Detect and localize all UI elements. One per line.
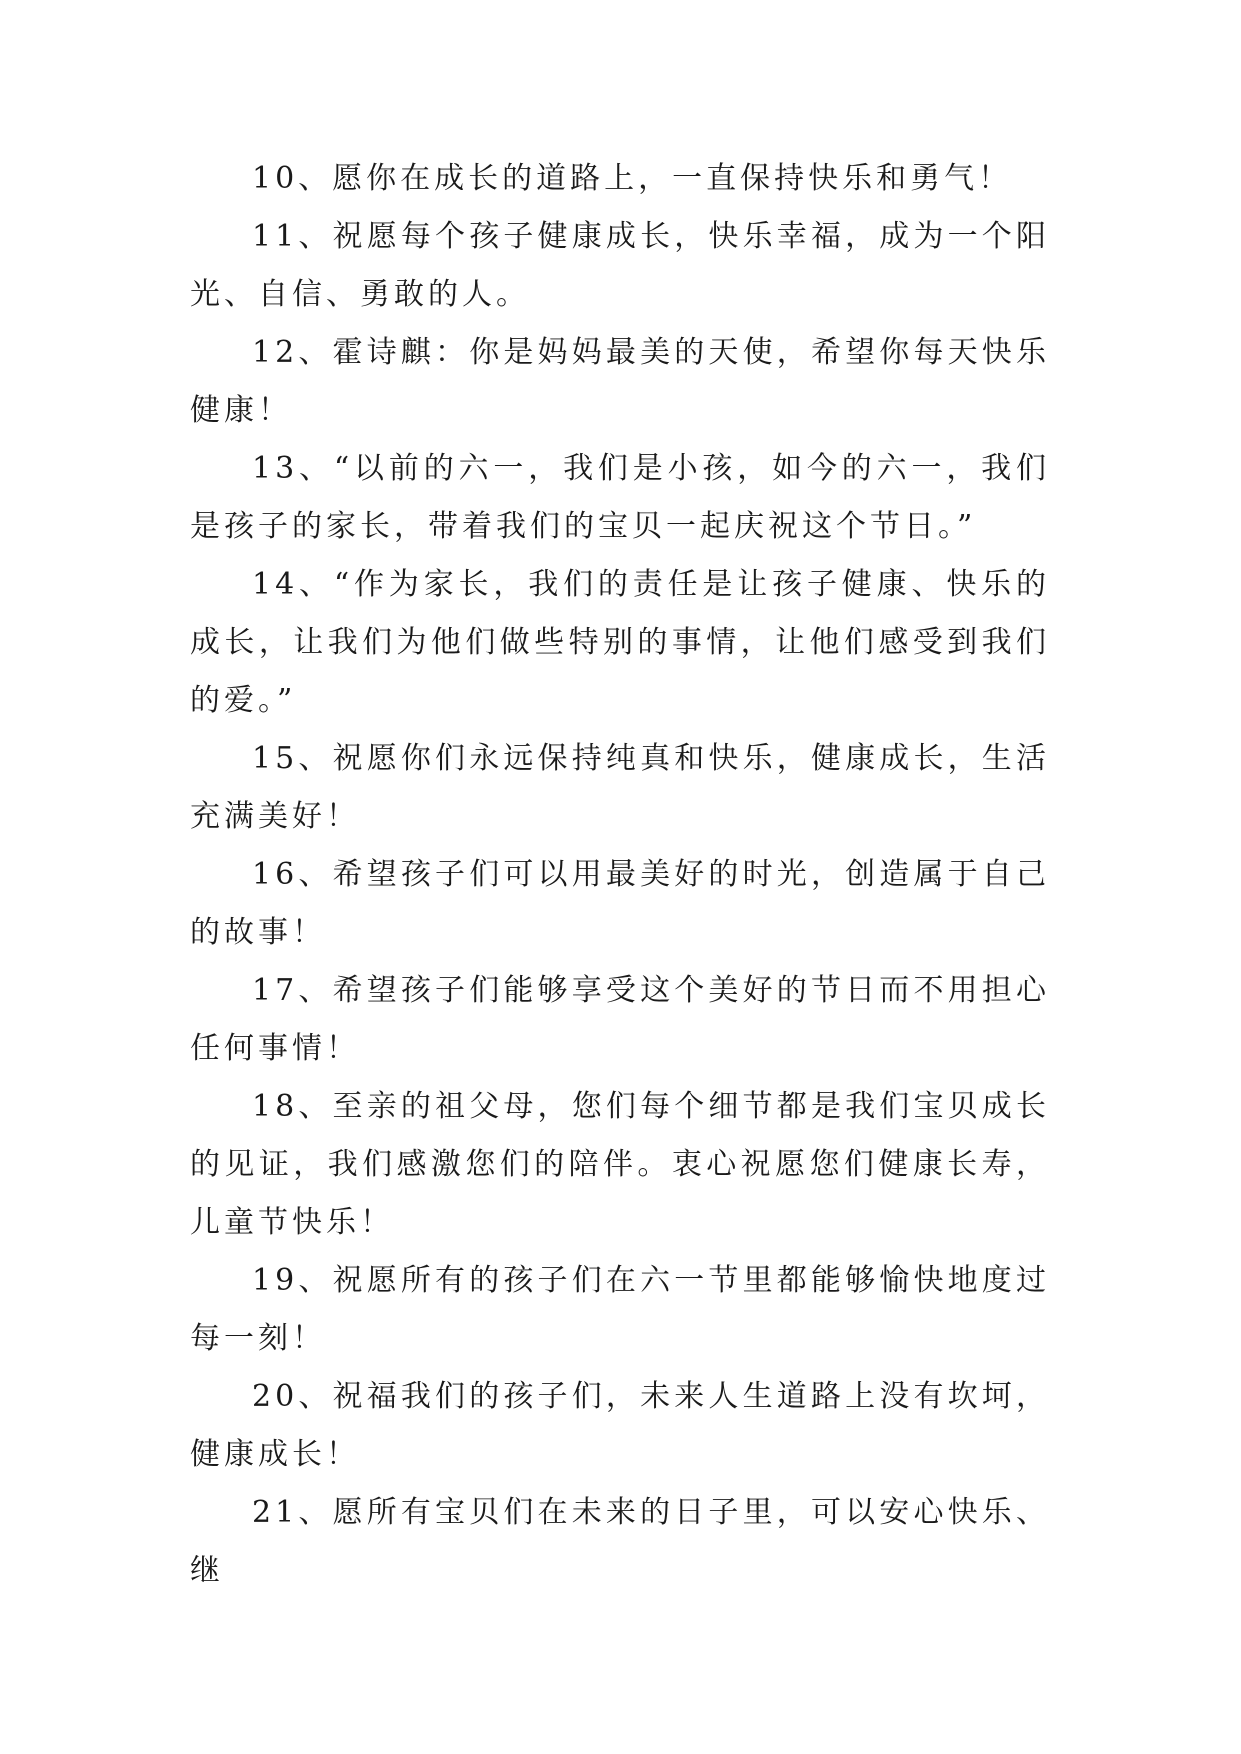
paragraph-21: 21、愿所有宝贝们在未来的日子里，可以安心快乐、继 xyxy=(190,1495,1050,1588)
paragraph-10: 10、愿你在成长的道路上，一直保持快乐和勇气！ xyxy=(252,161,1013,196)
paragraph-15: 15、祝愿你们永远保持纯真和快乐，健康成长，生活充满美好！ xyxy=(190,741,1050,834)
paragraph-18: 18、至亲的祖父母，您们每个细节都是我们宝贝成长的见证，我们感激您们的陪伴。衷心祝愿您们健康长寿，儿童节快乐！ xyxy=(190,1089,1050,1240)
paragraph-13: 13、“以前的六一，我们是小孩，如今的六一，我们是孩子的家长，带着我们的宝贝一起庆祝这个节日。” xyxy=(190,451,1050,544)
document-page xyxy=(190,150,1050,1600)
paragraph-14: 14、“作为家长，我们的责任是让孩子健康、快乐的成长，让我们为他们做些特别的事情，让他们感受到我们的爱。” xyxy=(190,567,1050,718)
paragraph-12: 12、霍诗麒：你是妈妈最美的天使，希望你每天快乐健康！ xyxy=(190,335,1050,428)
paragraph-17: 17、希望孩子们能够享受这个美好的节日而不用担心任何事情！ xyxy=(190,973,1050,1066)
paragraph-11: 11、祝愿每个孩子健康成长，快乐幸福，成为一个阳光、自信、勇敢的人。 xyxy=(190,219,1050,312)
paragraph-16: 16、希望孩子们可以用最美好的时光，创造属于自己的故事！ xyxy=(190,857,1050,950)
paragraph-19: 19、祝愿所有的孩子们在六一节里都能够愉快地度过每一刻！ xyxy=(190,1263,1050,1356)
paragraph-20: 20、祝福我们的孩子们，未来人生道路上没有坎坷，健康成长！ xyxy=(190,1379,1050,1472)
